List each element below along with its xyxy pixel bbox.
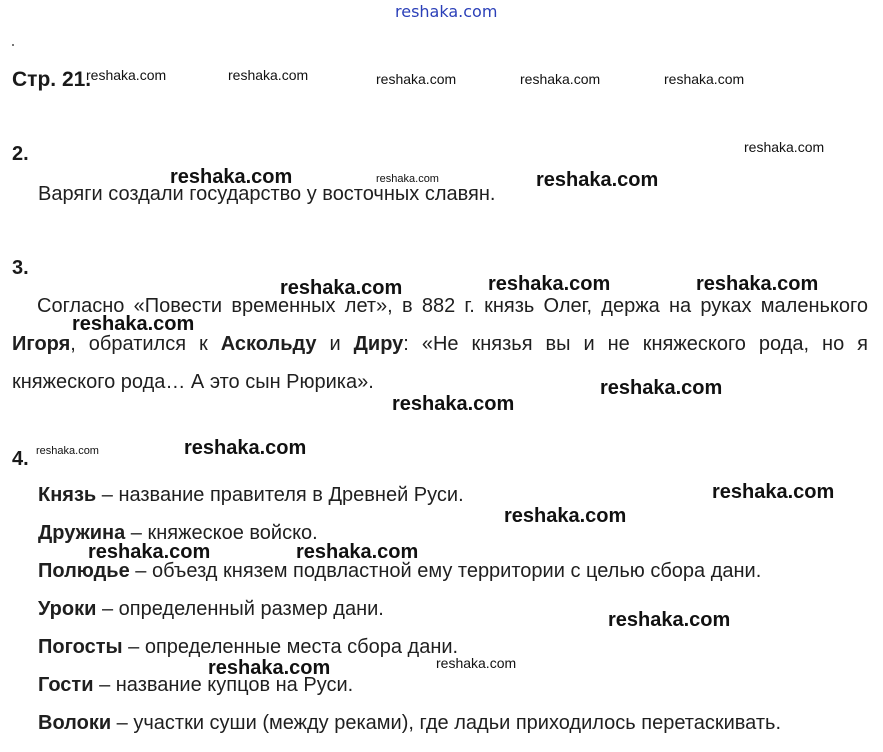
speck (12, 44, 14, 46)
q3-text-1: Согласно «Повести временных лет», в 882 г. князь Олег, держа на руках маленького (37, 295, 868, 317)
definition: – объезд князем подвластной ему территории с целью сбора дани. (129, 560, 762, 582)
watermark: reshaka.com (520, 71, 601, 87)
watermark: reshaka.com (280, 277, 403, 299)
watermark: reshaka.com (504, 505, 627, 527)
watermark: reshaka.com (296, 541, 419, 563)
term: Князь (38, 484, 97, 506)
watermark: reshaka.com (608, 609, 731, 631)
question-2-answer: Варяги создали государство у восточных славян. (38, 183, 496, 205)
watermark: reshaka.com (712, 481, 835, 503)
watermark: reshaka.com (208, 657, 331, 679)
watermark: reshaka.com (170, 166, 293, 188)
term-row (38, 712, 781, 735)
watermark: reshaka.com (664, 71, 745, 87)
term-row (38, 636, 458, 659)
definition: – определенные места сбора дани. (122, 636, 459, 658)
term: Волоки (38, 712, 112, 734)
name-dir: Диру (353, 333, 404, 355)
watermark: reshaka.com (696, 273, 819, 295)
definition: – участки суши (между реками), где ладьи приходилось перетаскивать. (111, 712, 781, 734)
question-4-number: 4. (12, 448, 29, 470)
name-askold: Аскольду (220, 333, 317, 355)
term: Гости (38, 674, 94, 696)
term-row (38, 484, 464, 507)
term-row (38, 560, 761, 583)
watermark: reshaka.com (600, 377, 723, 399)
definition: – княжеское войско. (125, 522, 318, 544)
watermark: reshaka.com (72, 313, 195, 335)
definition: – название купцов на Руси. (93, 674, 354, 696)
watermark: reshaka.com (536, 169, 659, 191)
watermark: reshaka.com (376, 71, 457, 87)
name-igor: Игоря (12, 333, 71, 355)
term: Полюдье (38, 560, 130, 582)
term: Уроки (38, 598, 97, 620)
term-row (38, 674, 353, 697)
header-watermark: reshaka.com (395, 2, 498, 21)
q3-text-4: : «Не князья вы и не княжеского рода, но я княжеского рода… А это сын Рюрика». (12, 333, 868, 393)
watermark: reshaka.com (88, 541, 211, 563)
q3-text-2: , обратился к (70, 333, 221, 355)
watermark: reshaka.com (392, 393, 515, 415)
definition: – определенный размер дани. (96, 598, 384, 620)
question-3-number: 3. (12, 257, 29, 279)
question-3-answer (12, 287, 868, 401)
watermark: reshaka.com (228, 67, 309, 83)
watermark: reshaka.com (488, 273, 611, 295)
question-2-number: 2. (12, 143, 29, 165)
q3-text-3: и (316, 333, 354, 355)
term: Погосты (38, 636, 123, 658)
watermark: reshaka.com (36, 445, 99, 457)
term-row (38, 598, 384, 621)
watermark: reshaka.com (376, 173, 439, 185)
watermark: reshaka.com (744, 139, 825, 155)
watermark: reshaka.com (184, 437, 307, 459)
definition: – название правителя в Древней Руси. (96, 484, 464, 506)
watermark: reshaka.com (86, 67, 167, 83)
term-row (38, 522, 318, 545)
page-title: Стр. 21. (12, 68, 92, 91)
term: Дружина (38, 522, 126, 544)
watermark: reshaka.com (436, 655, 517, 671)
